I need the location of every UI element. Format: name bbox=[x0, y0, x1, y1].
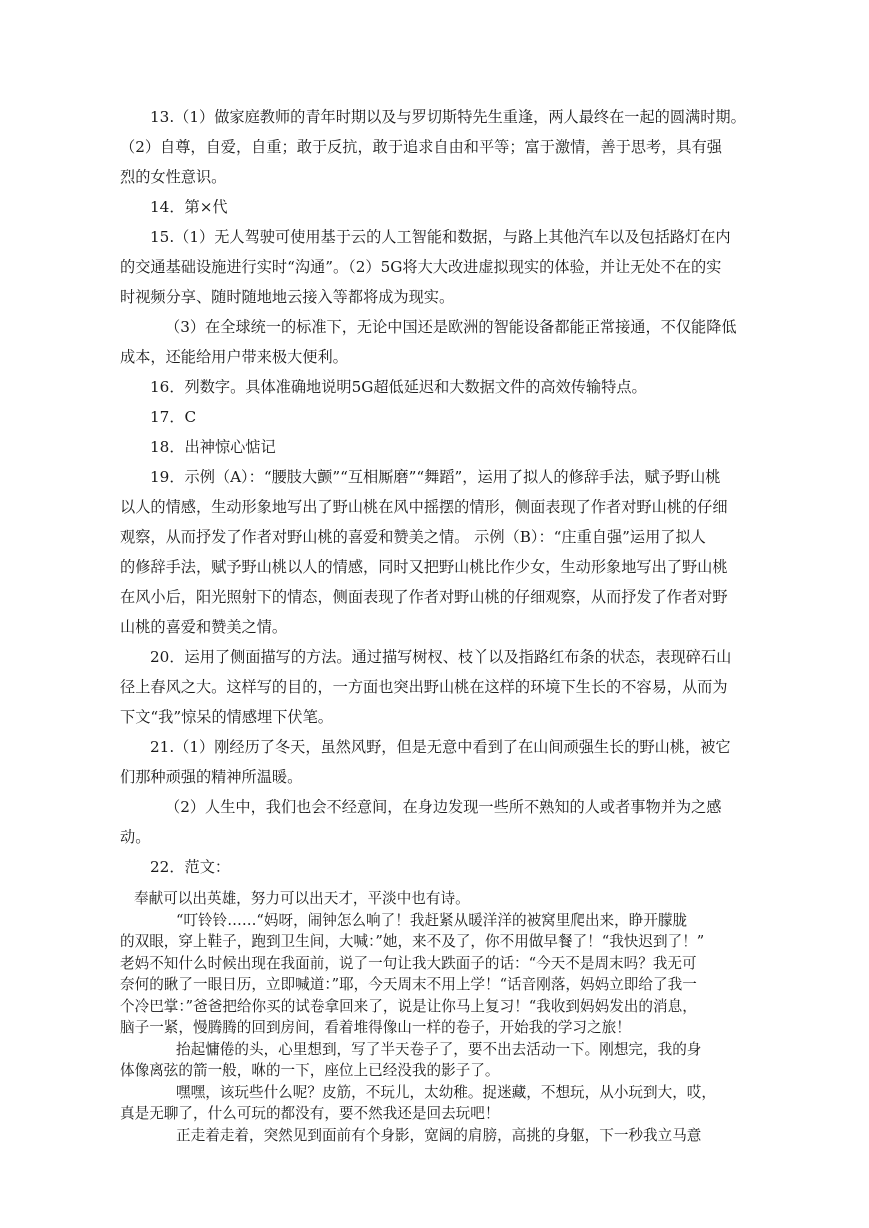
answer-21 bbox=[120, 732, 760, 792]
answer-16 bbox=[120, 372, 760, 402]
text-line: 16．列数字。具体准确地说明5G超低延迟和大数据文件的高效传输特点。 bbox=[150, 378, 647, 396]
essay-line: 体像离弦的箭一般，咻的一下，座位上已经没我的影子了。 bbox=[120, 1062, 500, 1079]
text-line: 15.（1）无人驾驶可使用基于云的人工智能和数据，与路上其他汽车以及包括路灯在内 bbox=[150, 228, 731, 246]
text-line: （3）在全球统一的标准下，无论中国还是欧洲的智能设备都能正常接通，不仅能降低 bbox=[165, 318, 737, 336]
answer-22 bbox=[120, 852, 760, 882]
essay-line: 脑子一紧，慢腾腾的回到房间，看着堆得像山一样的卷子，开始我的学习之旅！ bbox=[120, 1019, 631, 1036]
text-line: 径上春风之大。这样写的目的，一方面也突出野山桃在这样的环境下生长的不容易，从而为 bbox=[120, 678, 728, 696]
essay-line: 真是无聊了，什么可玩的都没有，要不然我还是回去玩吧！ bbox=[120, 1105, 500, 1122]
text-line: 17．C bbox=[150, 408, 197, 426]
text-line: 21.（1）刚经历了冬天，虽然风野，但是无意中看到了在山间顽强生长的野山桃，被它 bbox=[150, 738, 731, 756]
essay-line: 个冷巴掌：”爸爸把给你买的试卷拿回来了，说是让你马上复习！“我收到妈妈发出的消息， bbox=[120, 997, 697, 1015]
text-line: 的修辞手法，赋予野山桃以人的情感，同时又把野山桃比作少女，生动形象地写出了野山桃 bbox=[120, 558, 728, 576]
answer-21-part2 bbox=[120, 792, 760, 852]
essay-line: 奉献可以出英雄，努力可以出天才，平淡中也有诗。 bbox=[134, 890, 470, 907]
answer-13 bbox=[120, 102, 760, 192]
text-line: 动。 bbox=[120, 828, 151, 846]
text-line: 20．运用了侧面描写的方法。通过描写树杈、枝丫以及指路红布条的状态，表现碎石山 bbox=[150, 648, 732, 666]
text-line: 观察，从而抒发了作者对野山桃的喜爱和赞美之情。 示例（B）：“庄重自强”运用了拟人 bbox=[120, 528, 706, 546]
text-line: 13.（1）做家庭教师的青年时期以及与罗切斯特先生重逢，两人最终在一起的圆满时期。 bbox=[150, 108, 746, 126]
text-line: 下文“我”惊呆的情感埋下伏笔。 bbox=[120, 708, 333, 726]
answer-17 bbox=[120, 402, 760, 432]
text-line: 烈的女性意识。 bbox=[120, 168, 227, 186]
essay-line: 抬起慵倦的头，心里想到，写了半天卷子了，要不出去活动一下。刚想完，我的身 bbox=[176, 1040, 702, 1058]
answer-20 bbox=[120, 642, 760, 732]
text-line: （2）人生中，我们也会不经意间，在身边发现一些所不熟知的人或者事物并为之感 bbox=[165, 798, 722, 816]
answer-18 bbox=[120, 432, 760, 462]
essay-line: “叮铃铃……“妈呀，闹钟怎么响了！我赶紧从暖洋洋的被窝里爬出来，睁开朦胧 bbox=[176, 911, 688, 929]
answer-15-part3 bbox=[120, 312, 760, 372]
text-line: 14．第×代 bbox=[150, 198, 228, 216]
text-line: （2）自尊，自爱，自重；敢于反抗，敢于追求自由和平等；富于激情，善于思考，具有强 bbox=[120, 138, 722, 156]
text-line: 22．范文： bbox=[150, 858, 231, 876]
essay-body bbox=[120, 888, 760, 1146]
essay-line: 奈何的瞅了一眼日历，立即喊道：”耶，今天周末不用上学！“话音刚落，妈妈立即给了我一 bbox=[120, 976, 697, 993]
essay-line: 老妈不知什么时候出现在我面前，说了一句让我大跌面子的话：“今天不是周末吗？我无可 bbox=[120, 954, 697, 972]
text-line: 山桃的喜爱和赞美之情。 bbox=[120, 618, 288, 636]
text-line: 的交通基础设施进行实时“沟通”。（2）5G将大大改进虚拟现实的体验，并让无处不在的实 bbox=[120, 258, 722, 276]
text-line: 在风小后，阳光照射下的情态，侧面表现了作者对野山桃的仔细观察，从而抒发了作者对野 bbox=[120, 588, 728, 606]
answer-15 bbox=[120, 222, 760, 312]
essay-line: 的双眼，穿上鞋子，跑到卫生间，大喊：”她，来不及了，你不用做早餐了！“我快迟到了！” bbox=[120, 933, 705, 950]
text-line: 18．出神惊心惦记 bbox=[150, 438, 276, 456]
text-line: 们那种顽强的精神所温暖。 bbox=[120, 768, 303, 786]
answer-14 bbox=[120, 192, 760, 222]
essay-line: 嘿嘿，该玩些什么呢？皮筋，不玩儿，太幼稚。捉迷藏，不想玩，从小玩到大，哎， bbox=[176, 1083, 716, 1101]
text-line: 成本，还能给用户带来极大便利。 bbox=[120, 348, 348, 366]
essay-line: 正走着走着，突然见到面前有个身影，宽阔的肩膀，高挑的身躯，下一秒我立马意 bbox=[176, 1126, 702, 1144]
text-line: 时视频分享、随时随地地云接入等都将成为现实。 bbox=[120, 288, 455, 306]
answer-19 bbox=[120, 462, 760, 642]
text-line: 以人的情感，生动形象地写出了野山桃在风中摇摆的情形，侧面表现了作者对野山桃的仔细 bbox=[120, 498, 728, 516]
text-line: 19．示例（A）：“腰肢大颤”“互相厮磨”“舞蹈”，运用了拟人的修辞手法，赋予野山桃 bbox=[150, 468, 721, 486]
